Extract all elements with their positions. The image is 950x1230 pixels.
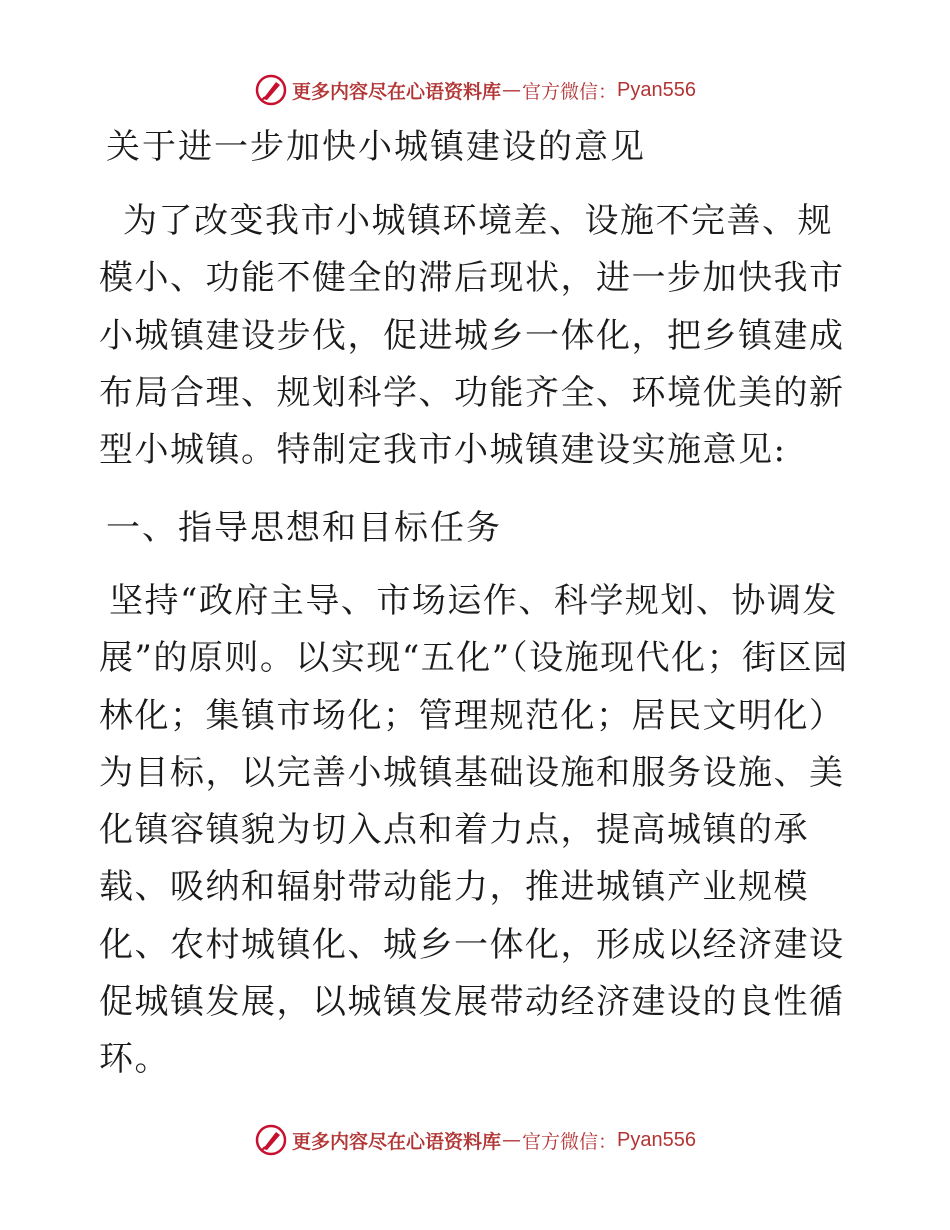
- section-heading: 一、指导思想和目标任务: [106, 508, 502, 548]
- quill-logo-icon: [254, 73, 288, 107]
- watermark-brand: 更多内容尽在心语资料库: [292, 1130, 502, 1153]
- watermark-label: 官方微信：: [522, 80, 618, 103]
- header-watermark: [0, 70, 950, 110]
- document-title: 关于进一步加快小城镇建设的意见: [106, 127, 646, 167]
- intro-paragraph: 为了改变我市小城镇环境差、设施不完善、规模小、功能不健全的滞后现状，进一步加快我市小城镇建设步伐，促进城乡一体化，把乡镇建成布局合理、规划科学、功能齐全、环境优美的新型小城镇。特制定我市小城镇建设实施意见:: [99, 201, 845, 471]
- watermark-brand: 更多内容尽在心语资料库: [292, 80, 502, 103]
- quill-logo-icon: [254, 1123, 288, 1157]
- section-body-paragraph: 坚持“政府主导、市场运作、科学规划、协调发展”的原则。以实现“五化”（设施现代化；街区园林化；集镇市场化；管理规范化；居民文明化）为目标，以完善小城镇基础设施和服务设施、美化镇容镇貌为切入点和着力点，提高城镇的承载、吸纳和辐射带动能力，推进城镇产业规模化、农村城镇化、城乡一体化，形成以经济建设促城镇发展，以城镇发展带动经济建设的良性循环。: [99, 581, 849, 1080]
- watermark-label: 官方微信：: [522, 1130, 618, 1153]
- watermark-wechat-id: Pyan556: [617, 78, 696, 101]
- watermark-separator: —: [502, 1129, 522, 1151]
- footer-watermark: [0, 1120, 950, 1160]
- watermark-wechat-id: Pyan556: [617, 1128, 696, 1151]
- watermark-separator: —: [502, 79, 522, 101]
